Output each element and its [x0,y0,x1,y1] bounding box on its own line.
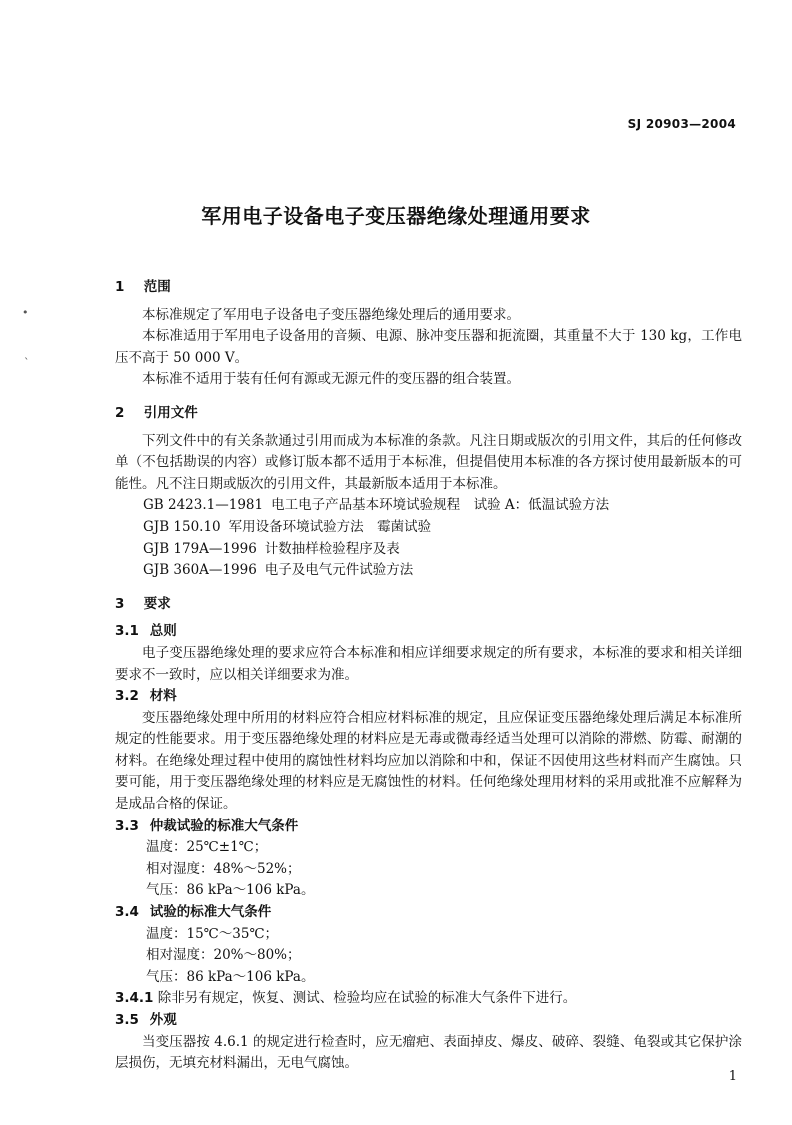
condition-item: 气压：86 kPa～106 kPa。 [146,968,315,985]
subsection-heading-materials [115,686,742,708]
clause-number: 3.4.1 [115,990,154,1007]
paragraph: 变压器绝缘处理中所用的材料应符合相应材料标准的规定，且应保证变压器绝缘处理后满足本标准所规定的性能要求。用于变压器绝缘处理的材料应是无毒或微毒经适当处理可以消除的滞燃、防霉、耐潮的材料。在绝缘处理过程中使用的腐蚀性材料均应加以消除和中和，保证不因使用这些材料而产生腐蚀。只要可能，用于变压器绝缘处理的材料应是无腐蚀性的材料。任何绝缘处理用材料的采用或批准不应解释为是成品合格的保证。 [115,709,742,813]
section-number: 3 [115,595,125,612]
subsection-heading-arbitration-conditions [115,816,742,838]
condition-item: 气压：86 kPa～106 kPa。 [146,882,315,899]
section-number: 2 [115,404,125,421]
condition-item: 温度：25℃±1℃； [146,839,268,856]
reference-item [115,517,742,539]
subsection-number: 3.2 [115,688,139,705]
document-body [115,272,742,1075]
reference-code: GB 2423.1—1981 [143,497,264,514]
page-title: 军用电子设备电子变压器绝缘处理通用要求 [201,204,591,228]
subsection-number: 3.1 [115,623,139,640]
reference-code: GJB 360A—1996 [143,562,257,579]
condition-item: 相对湿度：20%～80%； [146,947,301,964]
reference-item [115,495,742,517]
reference-item [115,560,742,582]
subsection-heading-appearance [115,1010,742,1032]
subsection-title: 总则 [149,623,177,640]
paragraph: 本标准规定了军用电子设备电子变压器绝缘处理后的通用要求。 [142,306,520,323]
subsection-title: 外观 [149,1012,177,1028]
reference-item [115,539,742,561]
reference-code: GJB 179A—1996 [143,540,257,557]
reference-title: 计数抽样检验程序及表 [264,540,400,557]
subsection-title: 仲裁试验的标准大气条件 [149,817,299,834]
subsection-number: 3.5 [115,1012,139,1028]
section-heading-requirements [115,594,742,616]
clause-3-4-1 [115,988,742,1010]
subsection-number: 3.3 [115,817,139,834]
section-title: 引用文件 [143,404,198,421]
section-heading-scope [115,277,742,299]
section-title: 范围 [143,279,171,295]
section-number: 1 [115,279,125,295]
reference-code: GJB 150.10 [143,518,221,535]
reference-title: 电子及电气元件试验方法 [264,562,414,579]
paragraph: 当变压器按 4.6.1 的规定进行检查时，应无瘤疤、表面掉皮、爆皮、破碎、裂缝、龟裂或其它保护涂层损伤，无填充材料漏出，无电气腐蚀。 [115,1033,742,1072]
subsection-title: 材料 [149,688,177,705]
paragraph: 电子变压器绝缘处理的要求应符合本标准和相应详细要求规定的所有要求，本标准的要求和相关详细要求不一致时，应以相关详细要求为准。 [115,644,742,683]
paragraph: 本标准不适用于装有任何有源或无源元件的变压器的组合装置。 [142,371,520,388]
section-heading-references [115,403,742,425]
clause-text: 除非另有规定，恢复、测试、检验均应在试验的标准大气条件下进行。 [157,990,577,1007]
condition-item: 相对湿度：48%～52%； [146,860,301,877]
section-title: 要求 [143,595,171,612]
subsection-heading-test-conditions [115,902,742,924]
reference-title: 电工电子产品基本环境试验规程 试验 A：低温试验方法 [271,497,610,514]
subsection-number: 3.4 [115,904,139,921]
condition-item: 温度：15℃～35℃； [146,925,279,942]
subsection-heading-general [115,621,742,643]
reference-title: 军用设备环境试验方法 霉菌试验 [228,518,432,535]
paragraph: 本标准适用于军用电子设备用的音频、电源、脉冲变压器和扼流圈，其重量不大于 130 kg，工作电压不高于 50 000 V。 [115,328,742,366]
paragraph: 下列文件中的有关条款通过引用而成为本标准的条款。凡注日期或版次的引用文件，其后的任何修改单（不包括勘误的内容）或修订版本都不适用于本标准，但提倡使用本标准的各方探讨使用最新版本的可能性。凡不注日期或版次的引用文件，其最新版本适用于本标准。 [115,432,742,492]
subsection-title: 试验的标准大气条件 [149,904,272,921]
scan-mark: ` [24,356,30,369]
scan-mark: • [22,306,29,319]
document-number: SJ 20903—2004 [627,117,736,131]
page-number: 1 [728,1069,737,1084]
